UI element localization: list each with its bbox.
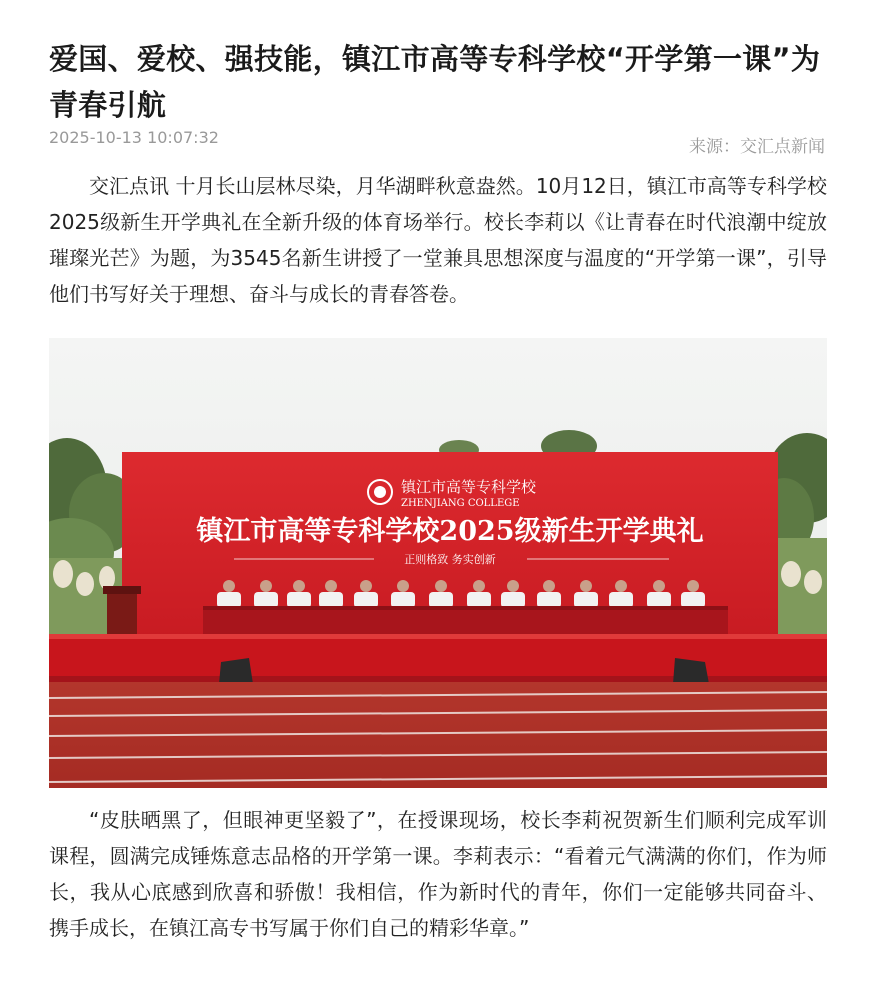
school-logo-text: 镇江市高等专科学校 [401, 478, 537, 496]
paragraph-2: “皮肤晒黑了，但眼神更坚毅了”，在授课现场，校长李莉祝贺新生们顺利完成军训课程，圆满完成锤炼意志品格的开学第一课。李莉表示：“看着元气满满的你们，作为师长，我从心底感到欣喜和骄傲！我相信，作为新时代的青年，你们一定能够共同奋斗、携手成长，在镇江高专书写属于你们自己的精彩华章。” [49, 808, 827, 940]
stage-platform [49, 634, 827, 682]
article [49, 0, 827, 946]
article-source: 来源：交汇点新闻 [689, 137, 825, 157]
publish-date: 2025-10-13 10:07:32 [49, 128, 219, 147]
school-english-name: ZHENJIANG COLLEGE [401, 498, 520, 509]
article-meta [49, 128, 827, 168]
banner-title: 镇江市高等专科学校2025级新生开学典礼 [196, 516, 704, 547]
podium [103, 586, 141, 640]
ceremony-photo [49, 338, 827, 788]
article-title: 爱国、爱校、强技能，镇江市高等专科学校“开学第一课”为青春引航 [49, 42, 821, 122]
school-motto: 正则格致 务实创新 [404, 553, 496, 566]
paragraph-1: 交汇点讯 十月长山层林尽染，月华湖畔秋意盎然。10月12日，镇江市高等专科学校2025级新生开学典礼在全新升级的体育场举行。校长李莉以《让青春在时代浪潮中绽放璀璨光芒》为题，为3545名新生讲授了一堂兼具思想深度与温度的“开学第一课”，引导他们书写好关于理想、奋斗与成长的青春答卷。 [49, 174, 827, 306]
